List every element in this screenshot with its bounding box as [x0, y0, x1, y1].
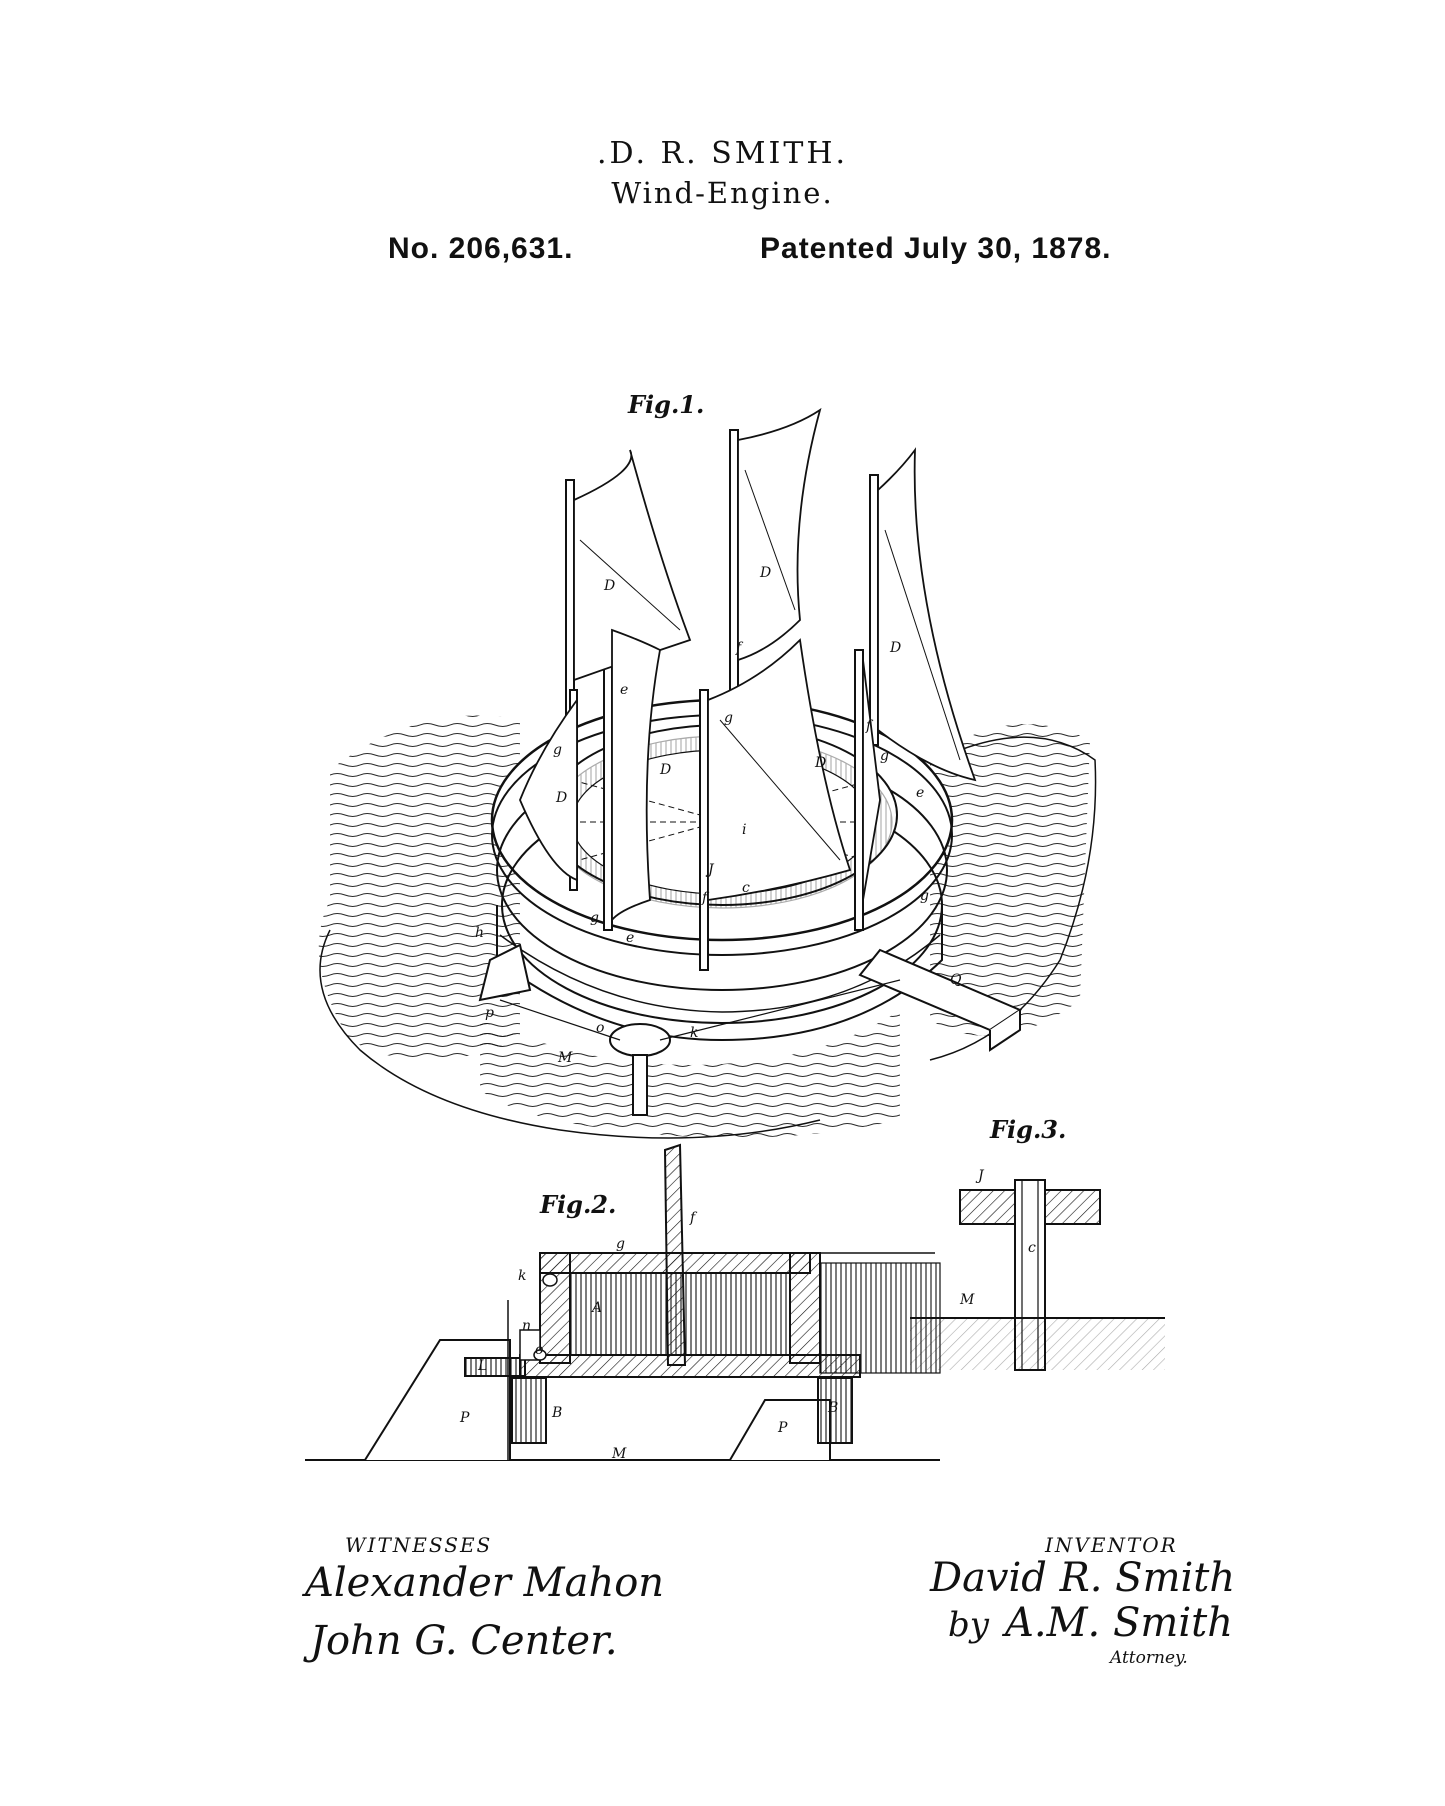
- inventor-signature: David R. Smith: [930, 1555, 1236, 1601]
- part-letter: f: [866, 718, 872, 734]
- part-letter: J: [978, 1168, 984, 1184]
- part-letter: g: [920, 888, 929, 904]
- part-letter: c: [742, 880, 750, 896]
- part-letter: L: [478, 1358, 488, 1374]
- by-line: by: [948, 1605, 989, 1645]
- part-letter: M: [960, 1292, 975, 1308]
- part-letter: n: [522, 1318, 532, 1334]
- part-letter: D: [660, 762, 672, 778]
- witnesses-label: WITNESSES: [345, 1533, 493, 1557]
- part-letter: M: [612, 1446, 627, 1462]
- part-letter: D: [760, 565, 772, 581]
- part-letter: g: [724, 710, 733, 726]
- attorney-signature: A.M. Smith: [1005, 1600, 1233, 1646]
- figure-3: [910, 1180, 1165, 1370]
- part-letter: D: [604, 578, 616, 594]
- part-letter: e: [626, 930, 635, 946]
- part-letter: h: [475, 925, 485, 941]
- part-letter: A: [592, 1300, 603, 1316]
- part-letter: e: [916, 785, 925, 801]
- patent-number: No. 206,631.: [388, 232, 574, 265]
- part-letter: k: [518, 1268, 527, 1284]
- fig3-label: Fig.3.: [990, 1115, 1067, 1144]
- figure-2: [305, 1145, 940, 1460]
- part-letter: f: [702, 890, 708, 906]
- invention-title: Wind-Engine.: [611, 176, 834, 210]
- part-letter: D: [815, 755, 827, 771]
- part-letter: o: [535, 1342, 544, 1358]
- part-letter: B: [552, 1405, 563, 1421]
- part-letter: Q: [950, 972, 962, 988]
- part-letter: g: [553, 742, 562, 758]
- part-letter: g: [880, 748, 889, 764]
- part-letter: g: [616, 1236, 625, 1252]
- part-letter: M: [558, 1050, 573, 1066]
- part-letter: f: [736, 640, 742, 656]
- part-letter: k: [690, 1025, 699, 1041]
- part-letter: D: [556, 790, 568, 806]
- fig1-label: Fig.1.: [628, 390, 705, 419]
- attorney-label: Attorney.: [1110, 1648, 1188, 1668]
- part-letter: P: [778, 1420, 788, 1436]
- part-letter: o: [596, 1020, 605, 1036]
- witness-signature-2: John G. Center.: [310, 1618, 618, 1664]
- part-letter: g: [590, 910, 599, 926]
- part-letter: p: [485, 1005, 494, 1021]
- part-letter: e: [620, 682, 629, 698]
- witness-signature-1: Alexander Mahon: [305, 1560, 665, 1606]
- part-letter: f: [690, 1210, 696, 1226]
- fig2-label: Fig.2.: [540, 1190, 617, 1219]
- part-letter: i: [742, 822, 747, 838]
- part-letter: J: [708, 862, 714, 878]
- figure-1: [319, 410, 1096, 1138]
- inventor-name: .D. R. SMITH.: [596, 136, 849, 171]
- part-letter: B: [828, 1400, 839, 1416]
- part-letter: c: [1028, 1240, 1036, 1256]
- part-letter: D: [890, 640, 902, 656]
- part-letter: P: [460, 1410, 470, 1426]
- inventor-label: INVENTOR: [1045, 1533, 1178, 1557]
- patent-date: Patented July 30, 1878.: [760, 232, 1112, 265]
